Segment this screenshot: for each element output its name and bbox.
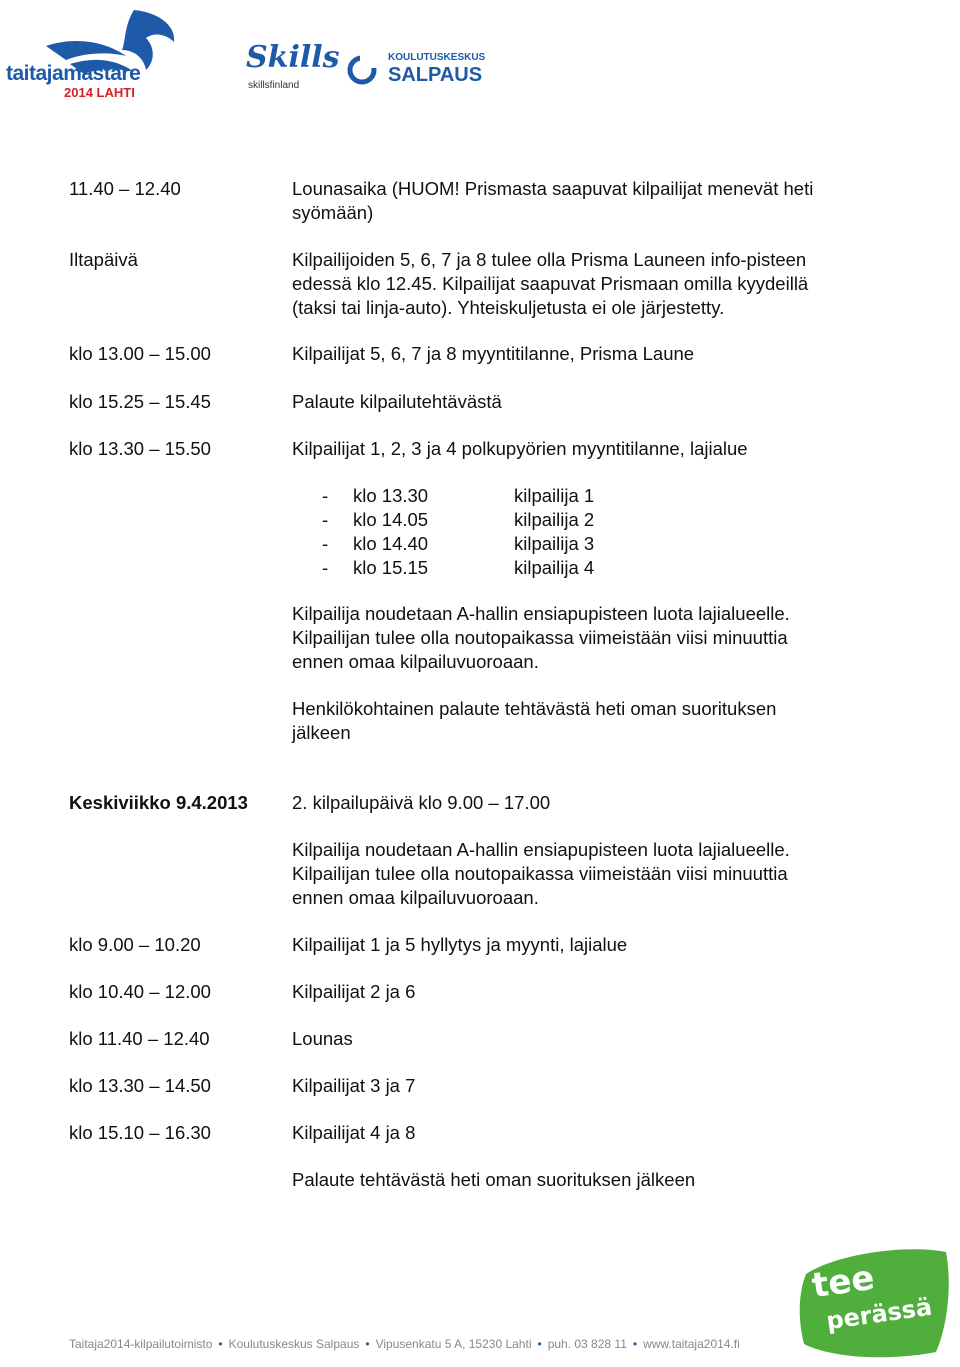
lunch-text-line2: syömään)	[292, 202, 374, 223]
shelving-text: Kilpailijat 1 ja 5 hyllytys ja myynti, lajialue	[292, 934, 628, 955]
time-1040-1200: klo 10.40 – 12.00	[69, 981, 211, 1002]
bullet-icon: •	[218, 1337, 223, 1351]
list-item-name: kilpailija 4	[514, 557, 595, 578]
day2-date: Keskiviikko 9.4.2013	[69, 792, 248, 813]
salpaus-swirl-icon	[346, 54, 378, 86]
skills-finland-text: skillsfinland	[248, 80, 300, 91]
salpaus-top-text: KOULUTUSKESKUS	[388, 52, 486, 63]
time-1300-1500: klo 13.00 – 15.00	[69, 343, 211, 364]
taitaja-year: 2014 LAHTI	[64, 85, 135, 100]
pickup-para-line1: Kilpailija noudetaan A-hallin ensiapupisteen luota lajialueelle.	[292, 603, 790, 624]
pickup-para2-line2: Kilpailijan tulee olla noutopaikassa viimeistään viisi minuuttia	[292, 863, 788, 884]
personal-feedback-line2: jälkeen	[292, 722, 351, 743]
list-item-name: kilpailija 2	[514, 509, 595, 530]
pickup-para-line3: ennen omaa kilpailuvuoroaan.	[292, 651, 539, 672]
bullet-icon: •	[632, 1337, 638, 1351]
time-0900-1020: klo 9.00 – 10.20	[69, 934, 201, 955]
pickup-para-line2: Kilpailijan tulee olla noutopaikassa viimeistään viisi minuuttia	[292, 627, 788, 648]
time-1140-1240: 11.40 – 12.40	[69, 178, 181, 199]
time-1330-1550: klo 13.30 – 15.50	[69, 438, 211, 459]
footer-phone: puh. 03 828 11	[547, 1337, 627, 1351]
footer-website[interactable]: www.taitaja2014.fi	[643, 1337, 740, 1351]
time-1510-1630: klo 15.10 – 16.30	[69, 1122, 211, 1143]
time-1525-1545: klo 15.25 – 15.45	[69, 391, 211, 412]
pickup-para2-line1: Kilpailija noudetaan A-hallin ensiapupisteen luota lajialueelle.	[292, 839, 790, 860]
salpaus-main-text: SALPAUS	[388, 64, 483, 86]
list-item: -	[322, 485, 329, 506]
sales-prisma-text: Kilpailijat 5, 6, 7 ja 8 myyntitilanne, Prisma Laune	[292, 343, 695, 364]
list-item: -	[322, 557, 329, 578]
list-item: -	[322, 533, 329, 554]
tee-text: tee	[809, 1257, 877, 1307]
list-item-time: klo 14.05	[353, 509, 429, 530]
competitors-2-6: Kilpailijat 2 ja 6	[292, 981, 416, 1002]
bike-sales-text: Kilpailijat 1, 2, 3 ja 4 polkupyörien myyntitilanne, lajialue	[292, 438, 748, 459]
list-item-name: kilpailija 1	[514, 485, 595, 506]
competitors-4-8: Kilpailijat 4 ja 8	[292, 1122, 416, 1143]
afternoon-text-line2: edessä klo 12.45. Kilpailijat saapuvat Prismaan omilla kyydeillä	[292, 273, 809, 294]
perassa-text: perässä	[824, 1292, 934, 1336]
afternoon-text-line3: (taksi tai linja-auto). Yhteiskuljetusta ei ole järjestetty.	[292, 297, 725, 318]
final-feedback-note: Palaute tehtävästä heti oman suorituksen jälkeen	[292, 1169, 696, 1190]
tee-perassa-logo	[796, 1244, 954, 1362]
taitaja-logo	[6, 6, 181, 98]
afternoon-label: Iltapäivä	[69, 249, 138, 270]
taitaja-wordmark: taitajamästare	[6, 62, 141, 85]
lunch-day2: Lounas	[292, 1028, 353, 1049]
footer	[69, 1337, 740, 1351]
skills-wordmark: Skills	[246, 40, 340, 75]
bullet-icon: •	[365, 1337, 370, 1351]
footer-salpaus: Koulutuskeskus Salpaus	[228, 1337, 360, 1351]
personal-feedback-line1: Henkilökohtainen palaute tehtävästä heti oman suorituksen	[292, 698, 777, 719]
lunch-text-line1: Lounasaika (HUOM! Prismasta saapuvat kilpailijat menevät heti	[292, 178, 814, 199]
footer-office: Taitaja2014-kilpailutoimisto	[69, 1337, 213, 1351]
pickup-para2-line3: ennen omaa kilpailuvuoroaan.	[292, 887, 539, 908]
afternoon-text-line1: Kilpailijoiden 5, 6, 7 ja 8 tulee olla Prisma Launeen info-pisteen	[292, 249, 807, 270]
competitors-3-7: Kilpailijat 3 ja 7	[292, 1075, 416, 1096]
time-1330-1450: klo 13.30 – 14.50	[69, 1075, 211, 1096]
time-1140-1240-day2: klo 11.40 – 12.40	[69, 1028, 210, 1049]
list-item-name: kilpailija 3	[514, 533, 595, 554]
day2-title: 2. kilpailupäivä klo 9.00 – 17.00	[292, 792, 551, 813]
footer-address: Vipusenkatu 5 A, 15230 Lahti	[375, 1337, 532, 1351]
bullet-icon: •	[537, 1337, 542, 1351]
list-item-time: klo 13.30	[353, 485, 429, 506]
list-item: -	[322, 509, 329, 530]
feedback-text: Palaute kilpailutehtävästä	[292, 391, 502, 412]
list-item-time: klo 14.40	[353, 533, 429, 554]
skills-finland-logo	[246, 40, 340, 96]
salpaus-logo	[346, 50, 486, 90]
list-item-time: klo 15.15	[353, 557, 429, 578]
